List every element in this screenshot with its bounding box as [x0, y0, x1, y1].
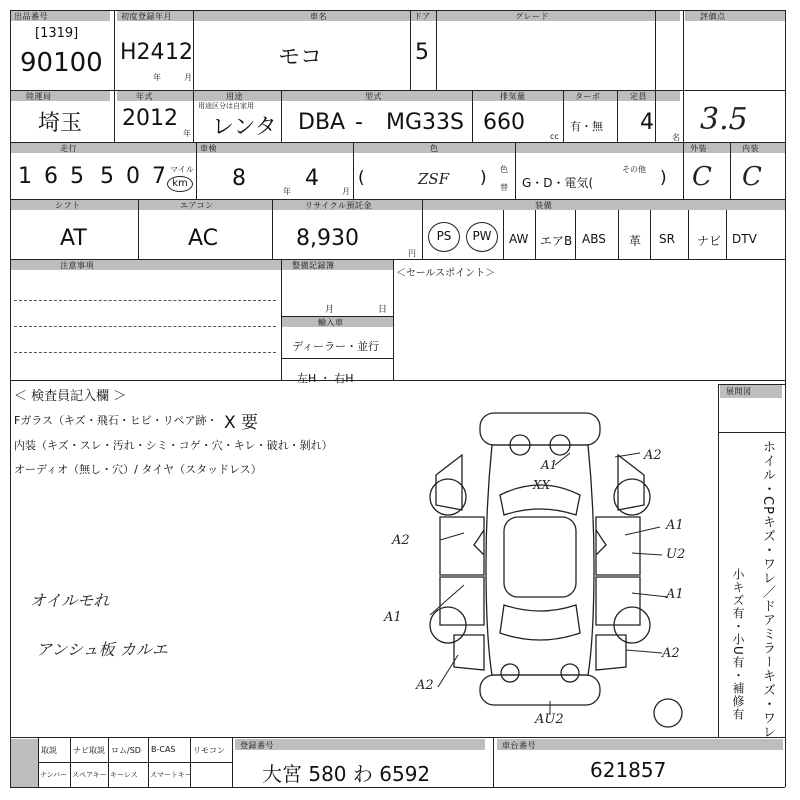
damage-a1-right: A1	[666, 518, 684, 533]
color-label1: 色	[500, 165, 508, 174]
fglass-mark: X 要	[224, 413, 259, 433]
right-column-text: ホイル・CPキズ・ワレ／ドアミラーキズ・ワレ	[760, 440, 775, 739]
odometer-digit: 7	[152, 164, 166, 189]
grade-caption: グレード	[515, 12, 549, 21]
recycle-caption: リサイクル預託金	[305, 201, 372, 210]
damage-a1-front: A1	[541, 458, 558, 472]
mileage-caption: 走行	[60, 144, 77, 153]
color-other: その他	[622, 165, 646, 174]
aircon-caption: エアコン	[180, 201, 214, 210]
option-top: 取説	[41, 746, 57, 755]
odometer-digit: 6	[44, 164, 58, 189]
car-diagram	[400, 405, 720, 735]
damage-a2-left: A2	[392, 533, 410, 548]
score-value: 3.5	[700, 102, 748, 137]
reg-month-unit: 月	[184, 73, 192, 82]
option-bottom: キーレス	[110, 771, 138, 779]
option-top: ロム/SD	[111, 746, 141, 755]
steering-value: 左H ・ 右H	[297, 372, 354, 385]
history-caption: 整備記録簿	[292, 261, 335, 270]
car-name-caption: 車名	[310, 12, 327, 21]
damage-xx: XX	[533, 478, 551, 492]
equipment-item: DTV	[732, 232, 757, 246]
plate-number: 大宮 580 わ 6592	[262, 762, 431, 786]
color-code: ZSF	[418, 170, 450, 188]
option-bottom: スマートキー	[150, 771, 192, 779]
purpose-sublabel: 用途区分は自家用	[198, 102, 254, 110]
recycle-amount: 8,930	[296, 226, 359, 251]
shift-value: AT	[60, 226, 87, 251]
inspection-year: 8	[232, 166, 246, 191]
option-bottom: スペアキー	[72, 771, 107, 779]
doors-caption: ドア	[414, 12, 431, 21]
equipment-item: 革	[629, 234, 642, 248]
region-caption: 陸運局	[26, 92, 52, 101]
chassis-band	[497, 739, 783, 750]
color-caption: 色	[430, 144, 439, 153]
mileage-band	[10, 142, 785, 153]
inspection-caption: 車検	[200, 144, 217, 153]
displacement-caption: 排気量	[500, 92, 526, 101]
dealer-value: ディーラー・並行	[292, 340, 380, 353]
reg-no-caption: 登録番号	[240, 741, 274, 750]
equipment-item: PS	[428, 222, 460, 252]
history-month: 月	[325, 305, 335, 315]
history-day: 日	[378, 305, 388, 315]
purpose-value: レンタ	[212, 115, 277, 140]
capacity-caption: 定員	[630, 92, 647, 101]
chassis-no-caption: 車台番号	[502, 741, 536, 750]
shift-band	[10, 199, 785, 210]
equipment-item: ナビ	[697, 234, 722, 248]
exterior-grade: C	[692, 162, 712, 192]
diagram-caption: 展開図	[726, 387, 752, 396]
odometer-digit: 5	[100, 164, 114, 189]
sales-point-caption: ＜セールスポイント＞	[396, 268, 496, 279]
color-open: (	[358, 168, 365, 188]
reg-month: 12	[165, 40, 193, 65]
odometer-digit: 5	[70, 164, 84, 189]
reg-era-year: H24	[120, 40, 165, 65]
capacity-value: 4	[640, 110, 654, 135]
damage-a2-bottom-left: A2	[416, 678, 434, 693]
color-close2: )	[660, 168, 667, 188]
model-code: MG33S	[386, 110, 464, 135]
option-top: ナビ取説	[73, 746, 105, 755]
inspector-line-interior: 内装（キズ・スレ・汚れ・シミ・コゲ・穴・キレ・破れ・剝れ）	[14, 439, 333, 452]
inspection-month-unit: 月	[342, 187, 350, 196]
region-value: 埼玉	[38, 111, 83, 136]
option-bottom: ナンバー	[40, 771, 68, 779]
damage-u2-right: U2	[666, 547, 686, 562]
option-top: B-CAS	[151, 745, 176, 754]
purpose-caption: 用途	[226, 92, 243, 101]
capacity-unit: 名	[672, 133, 680, 142]
equipment-item: ABS	[582, 232, 606, 246]
interior-caption: 内装	[742, 144, 759, 153]
option-top: リモコン	[193, 746, 225, 755]
inspector-caption: ＜ 検査員記入欄 ＞	[14, 389, 127, 404]
damage-a1-left: A1	[384, 610, 402, 625]
inspector-line-audio: オーディオ（無し・穴）/ タイヤ（スタッドレス）	[14, 463, 262, 476]
handwritten-note-1: オイルモれ	[30, 591, 110, 610]
inspection-month: 4	[305, 166, 319, 191]
mileage-unit-mile: マイル	[170, 165, 194, 174]
color-close: )	[480, 168, 487, 188]
door-count: 5	[415, 40, 429, 65]
exterior-caption: 外装	[690, 144, 707, 153]
header-band	[117, 10, 680, 21]
aircon-value: AC	[188, 226, 219, 251]
import-caption: 輸入車	[318, 318, 344, 327]
damage-a1-right-2: A1	[666, 587, 684, 602]
handwritten-note-2: アンシュ板 カルエ	[36, 640, 168, 659]
color-label2: 替	[500, 183, 508, 192]
odometer-digit: 1	[18, 164, 32, 189]
inspector-line-fglass: Fガラス（キズ・飛石・ヒビ・リペア跡・	[14, 414, 218, 427]
model-separator: -	[355, 110, 363, 135]
shift-caption: シフト	[55, 201, 81, 210]
lot-caption: 出品番号	[14, 12, 48, 21]
model-year-unit: 年	[183, 129, 191, 138]
right-column-text-2: 小キズ有・小U有・補修有	[731, 568, 745, 721]
turbo-caption: ターボ	[575, 92, 601, 101]
equipment-item: AW	[509, 232, 529, 246]
score-caption: 評価点	[700, 12, 726, 21]
model-year-caption: 年式	[136, 92, 153, 101]
color-opts: G・D・電気(	[522, 176, 594, 190]
equipment-item: SR	[659, 232, 675, 246]
odometer-digit: 0	[126, 164, 140, 189]
inspection-year-unit: 年	[283, 187, 291, 196]
lot-prefix: [1319]	[35, 26, 79, 41]
equipment-item: エアB	[540, 234, 573, 248]
model-prefix: DBA	[298, 110, 346, 135]
mileage-unit-km: km	[167, 176, 193, 192]
interior-grade: C	[742, 162, 762, 192]
model-caption: 型式	[365, 92, 382, 101]
region-band	[10, 90, 110, 101]
chassis-number: 621857	[590, 758, 667, 782]
damage-a2-top-right: A2	[644, 448, 662, 463]
recycle-unit: 円	[408, 249, 416, 258]
damage-au2: AU2	[535, 712, 564, 727]
lot-number: 90100	[20, 48, 103, 78]
options-band	[10, 739, 38, 787]
displacement-value: 660	[483, 110, 525, 135]
notes-caption: 注意事項	[60, 261, 94, 270]
reg-year-caption: 初度登録年月	[121, 12, 172, 21]
car-name: モコ	[278, 45, 323, 70]
equipment-caption: 装備	[535, 201, 552, 210]
equipment-item: PW	[466, 222, 498, 252]
damage-a2-right-bottom: A2	[662, 646, 680, 661]
reg-year-unit: 年	[153, 73, 161, 82]
displacement-unit: cc	[550, 132, 559, 141]
model-year-value: 2012	[122, 106, 178, 131]
turbo-options: 有・無	[570, 120, 603, 133]
